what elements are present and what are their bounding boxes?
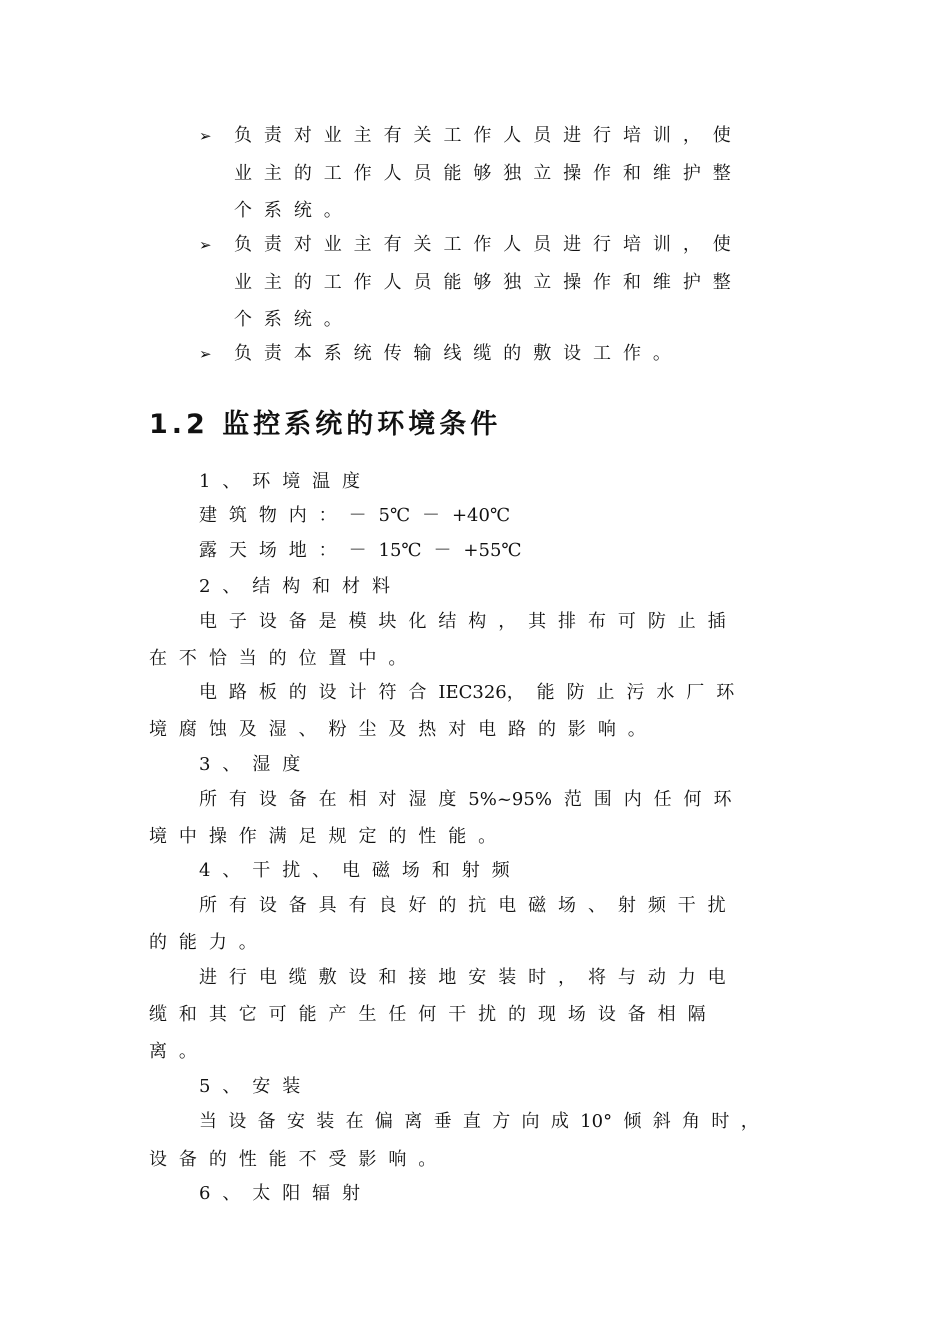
subheading-temperature: 1 、 环 境 温 度 [199,471,361,492]
interference-para-2: 进 行 电 缆 敷 设 和 接 地 安 装 时 ， 将 与 动 力 电 [199,967,726,988]
bullet-marker: ➢ [199,236,212,254]
bullet-marker: ➢ [199,127,212,145]
interference-para-2-end: 离 。 [149,1041,197,1062]
bullet-2-line-1: 负 责 对 业 主 有 关 工 作 人 员 进 行 培 训 ， 使 [234,234,731,255]
structure-para-1-cont: 在 不 恰 当 的 位 置 中 。 [149,648,407,669]
bullet-1-line-3: 个 系 统 。 [234,200,342,221]
humidity-para-cont: 境 中 操 作 满 足 规 定 的 性 能 。 [149,826,497,847]
interference-para-1: 所 有 设 备 具 有 良 好 的 抗 电 磁 场 、 射 频 干 扰 [199,895,726,916]
subheading-interference: 4 、 干 扰 、 电 磁 场 和 射 频 [199,860,510,881]
installation-para-cont: 设 备 的 性 能 不 受 影 响 。 [149,1149,437,1170]
subheading-structure: 2 、 结 构 和 材 料 [199,576,390,597]
bullet-marker: ➢ [199,345,212,363]
structure-para-2: 电 路 板 的 设 计 符 合 IEC326， 能 防 止 污 水 厂 环 [199,682,735,703]
installation-para: 当 设 备 安 装 在 偏 离 垂 直 方 向 成 10° 倾 斜 角 时 ， [199,1111,759,1132]
subheading-installation: 5 、 安 装 [199,1076,301,1097]
interference-para-2-cont: 缆 和 其 它 可 能 产 生 任 何 干 扰 的 现 场 设 备 相 隔 [149,1004,706,1025]
temp-outdoor: 露 天 场 地 ： － 15℃ － +55℃ [199,540,522,561]
subheading-solar-radiation: 6 、 太 阳 辐 射 [199,1183,361,1204]
bullet-2-line-2: 业 主 的 工 作 人 员 能 够 独 立 操 作 和 维 护 整 [234,272,731,293]
subheading-humidity: 3 、 湿 度 [199,754,301,775]
section-heading: 1.2 监控系统的环境条件 [149,409,502,440]
bullet-1-line-1: 负 责 对 业 主 有 关 工 作 人 员 进 行 培 训 ， 使 [234,125,731,146]
humidity-para: 所 有 设 备 在 相 对 湿 度 5%~95% 范 围 内 任 何 环 [199,789,732,810]
temp-indoor: 建 筑 物 内 ： － 5℃ － +40℃ [199,505,511,526]
bullet-2-line-3: 个 系 统 。 [234,309,342,330]
structure-para-2-cont: 境 腐 蚀 及 湿 、 粉 尘 及 热 对 电 路 的 影 响 。 [149,719,646,740]
bullet-3-line-1: 负 责 本 系 统 传 输 线 缆 的 敷 设 工 作 。 [234,343,671,364]
bullet-1-line-2: 业 主 的 工 作 人 员 能 够 独 立 操 作 和 维 护 整 [234,163,731,184]
structure-para-1: 电 子 设 备 是 模 块 化 结 构 ， 其 排 布 可 防 止 插 [199,611,726,632]
interference-para-1-cont: 的 能 力 。 [149,932,257,953]
